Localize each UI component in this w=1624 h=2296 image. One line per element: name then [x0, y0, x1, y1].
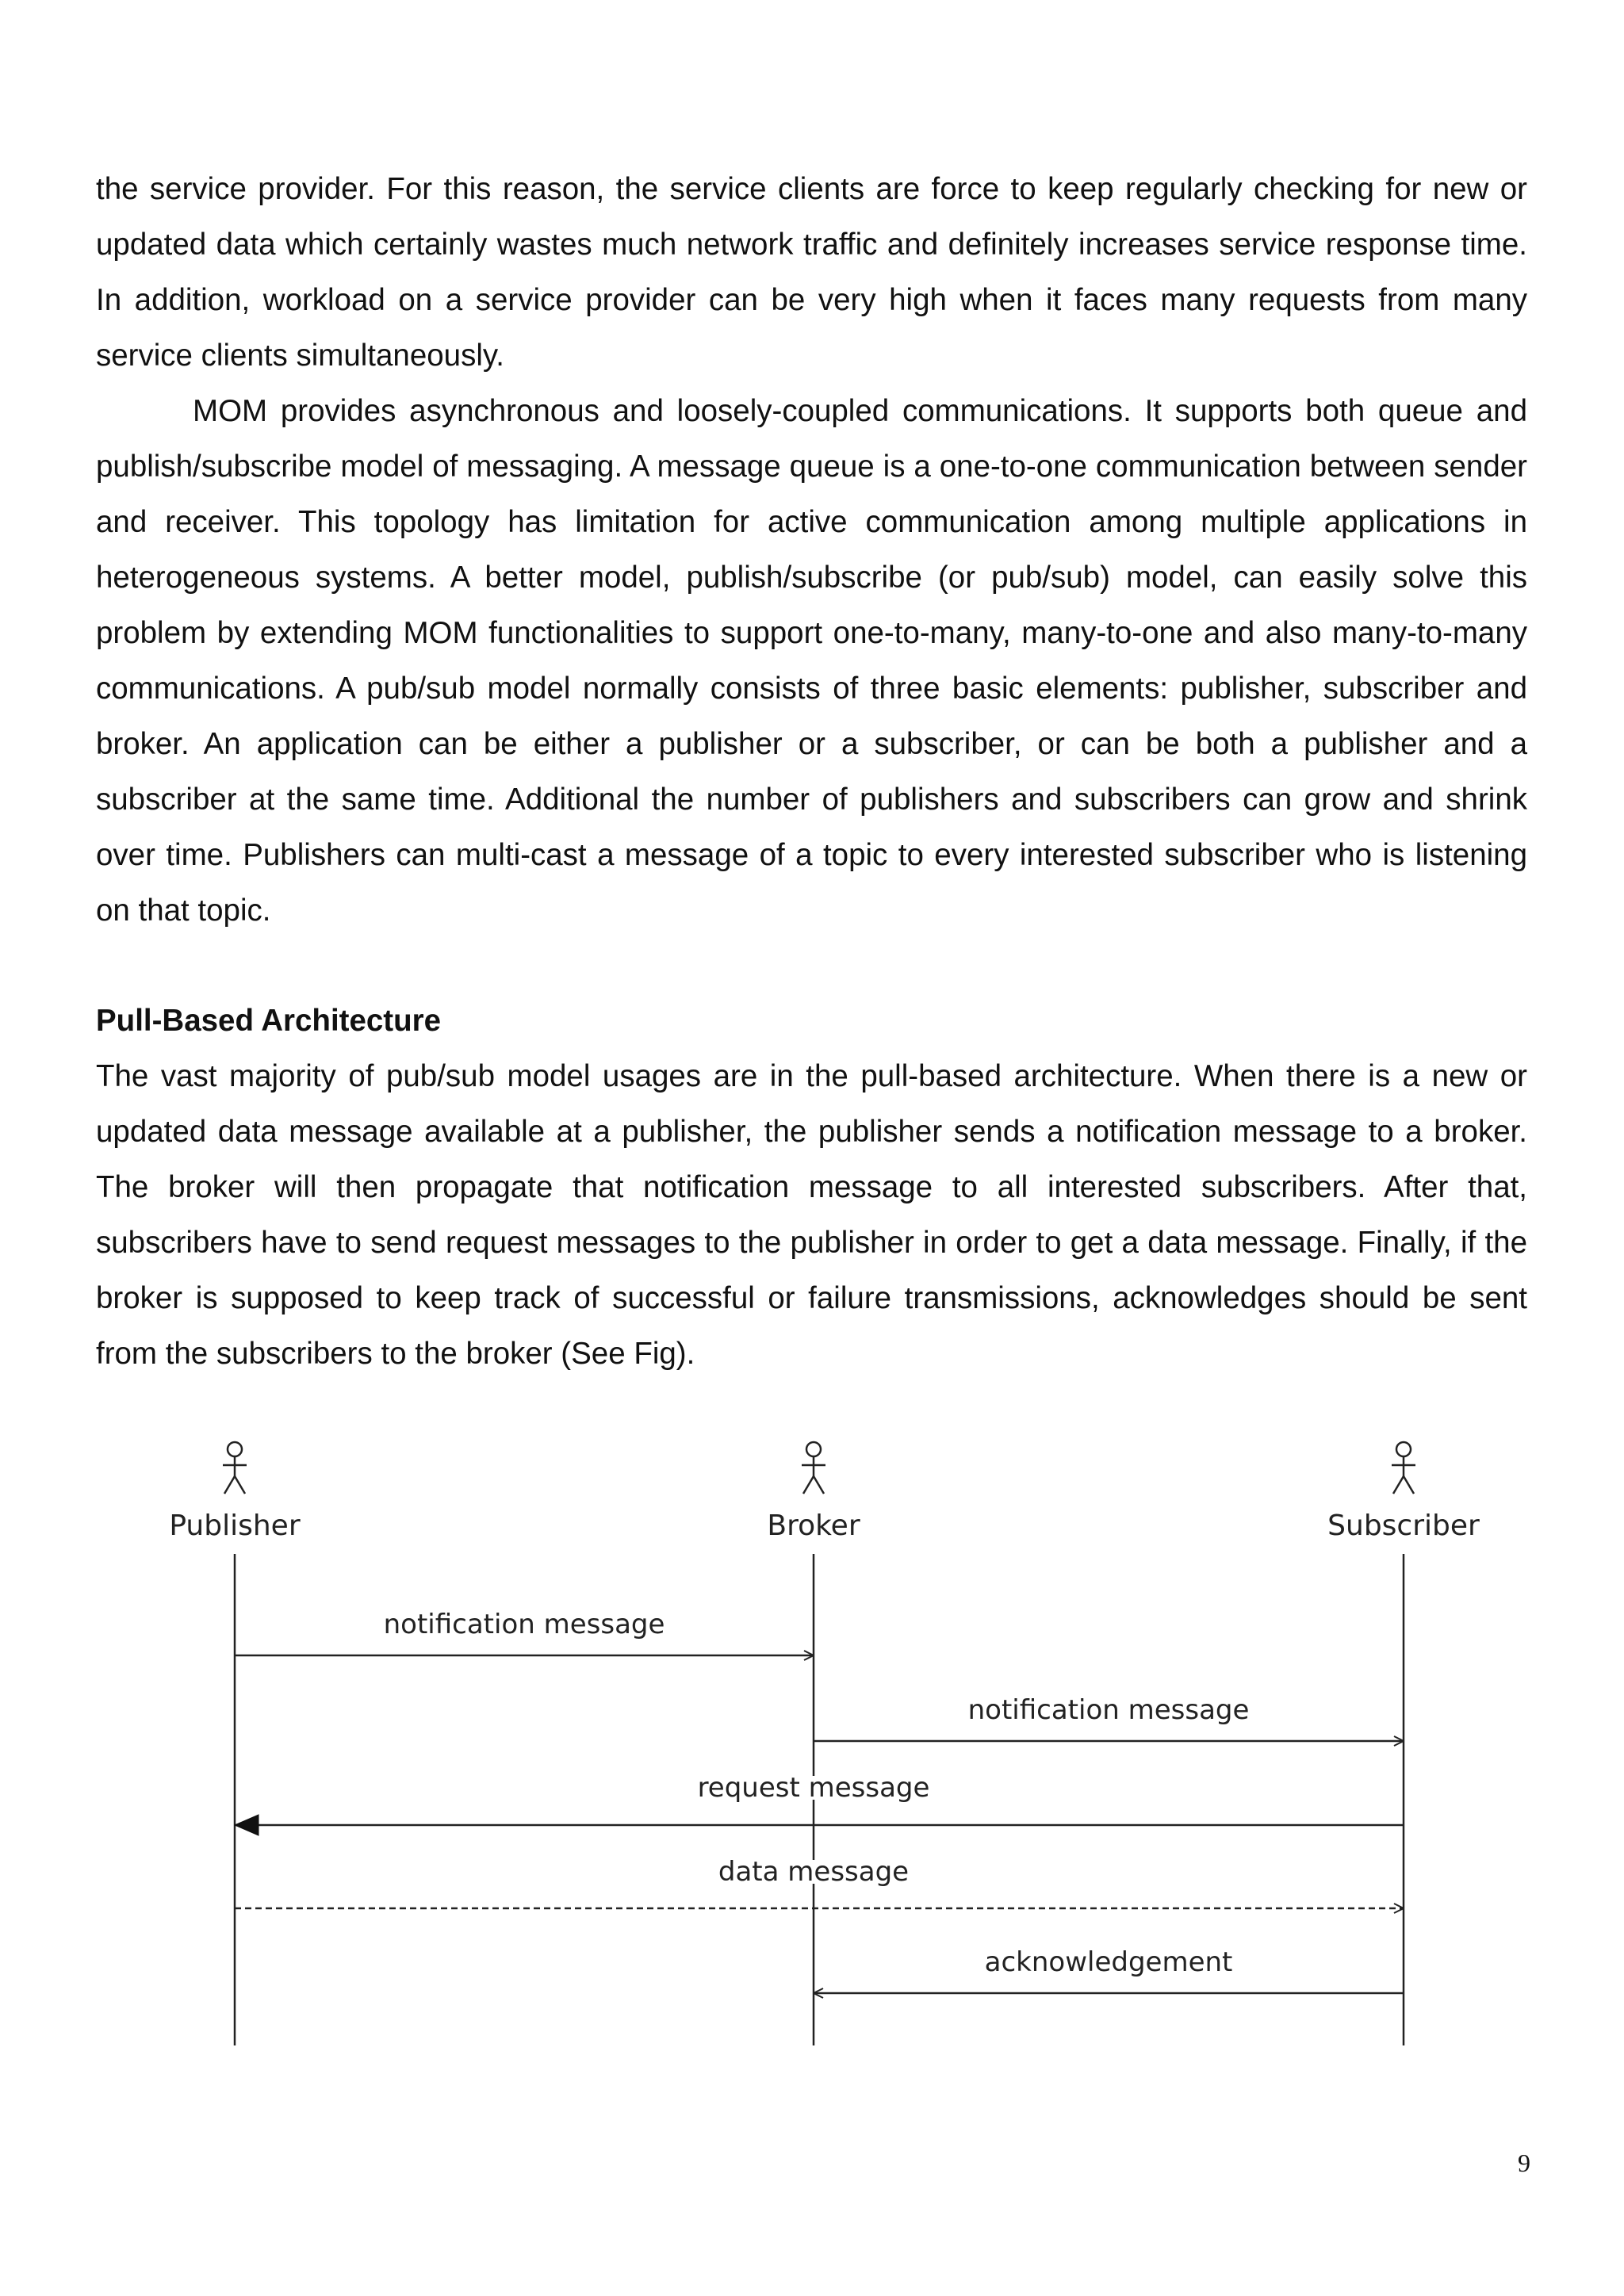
sequence-diagram [143, 1427, 1507, 2061]
publisher-label: Publisher [169, 1510, 301, 1542]
subscriber-actor-icon [1392, 1442, 1415, 1494]
broker-label: Broker [767, 1510, 860, 1542]
subscriber-label: Subscriber [1327, 1510, 1480, 1542]
paragraph-mom: MOM provides asynchronous and loosely-coupled communications. It supports both queue and publish/subscribe model of messaging. A message queue is a one-to-one communication between sender and receiver. This topology has limitation for active communication among multiple applications in heterogeneous systems. A better model, publish/subscribe (or pub/sub) model, can easily solve this problem by extending MOM functionalities to support one-to-many, many-to-one and also many-to-many communications. A pub/sub model normally consists of three basic elements: publisher, subscriber and broker. An application can be either a publisher or a subscriber, or can be both a publisher and a subscriber at the same time. Additional the number of publishers and subscribers can grow and shrink over time. Publishers can multi-cast a message of a topic to every interested subscriber who is listening on that topic. [96, 394, 1527, 928]
section-heading-pull-based: Pull-Based Architecture [96, 1004, 442, 1038]
message-label-acknowledgement: acknowledgement [984, 1946, 1233, 1978]
paragraph-service-provider: the service provider. For this reason, the service clients are force to keep regularly checking for new or updated data which certainly wastes much network traffic and definitely increases service response time. In addition, workload on a service provider can be very high when it faces many requests from many service clients simultaneously. [96, 172, 1527, 373]
message-label-publisher-to-broker: notification message [383, 1609, 665, 1640]
message-label-data: data message [718, 1856, 910, 1888]
message-label-request: request message [697, 1772, 930, 1804]
paragraph-pull-based: The vast majority of pub/sub model usages are in the pull-based architecture. When there is a new or updated data message available at a publisher, the publisher sends a notification message to a broker. The broker will then propagate that notification message to all interested subscribers. After that, subscribers have to send request messages to the publisher in order to get a data message. Finally, if the broker is supposed to keep track of successful or failure transmissions, acknowledges should be sent from the subscribers to the broker (See Fig). [96, 1059, 1527, 1371]
message-label-broker-to-subscriber: notification message [967, 1694, 1250, 1726]
publisher-actor-icon [223, 1442, 247, 1494]
broker-actor-icon [802, 1442, 825, 1494]
page-number: 9 [1518, 2149, 1530, 2177]
